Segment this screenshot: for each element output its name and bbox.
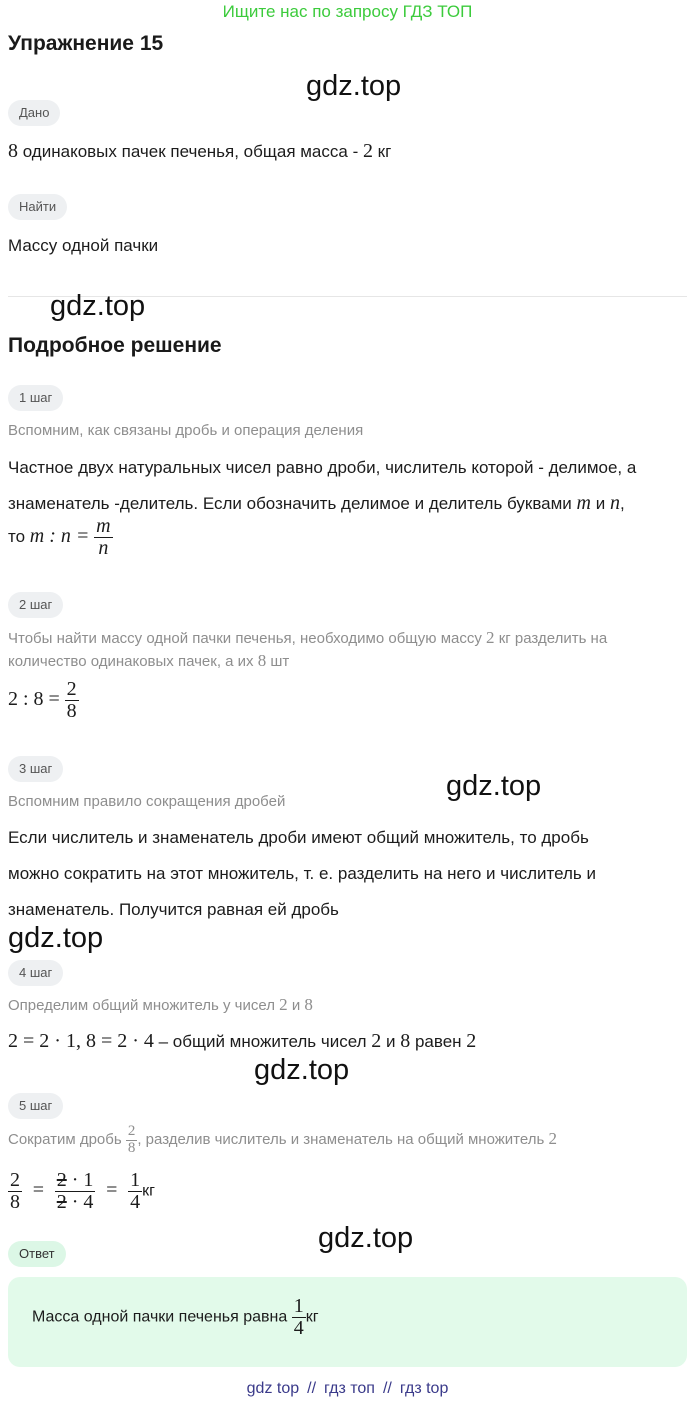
answer-text: Масса одной пачки печенья равна $\frac{1}{4}$ кг (32, 1295, 319, 1339)
step-2-label: 2 шаг (8, 592, 63, 618)
watermark: gdz.top (50, 290, 146, 322)
fraction-2-over-8-small: $\frac{2}{8}$ (127, 1123, 136, 1156)
fraction-2-over-8: $\frac{2}{8}$ (10, 1169, 20, 1213)
fraction-2-over-8: $\frac{2}{8}$ (66, 678, 77, 722)
step-2-hint-line1: Чтобы найти массу одной пачки печенья, необходимо общую массу 2 кг разделить на (8, 628, 608, 647)
watermark: gdz.top (8, 922, 104, 954)
step-3-line1: Если числитель и знаменатель дроби имеют общий множитель, то дробь (8, 828, 589, 847)
fraction-1-over-4: $\frac{1}{4}$ (293, 1295, 304, 1339)
footer-link-gdz-top-mixed[interactable]: гдз top (399, 1380, 449, 1397)
watermark: gdz.top (318, 1222, 414, 1254)
fraction-m-over-n: $\frac{m}{n}$ (96, 515, 111, 559)
find-text: Массу одной пачки (8, 236, 159, 255)
step-5-formula: $\frac{2}{8}$ = $\frac{2 \cdot 1}{2 \cdot 4}$ = $\frac{1}{4}$ кг (10, 1169, 156, 1213)
fraction-cancelled: $\frac{2 \cdot 1}{2 \cdot 4}$ (56, 1169, 94, 1213)
footer-links (0, 1380, 695, 1398)
footer-link-gdz-top[interactable]: gdz top (246, 1380, 300, 1397)
solution-title: Подробное решение (8, 334, 222, 357)
step-2-formula: 2 : 8 = $\frac{2}{8}$ (8, 678, 77, 722)
step-3-label: 3 шаг (8, 756, 63, 782)
page-title: Упражнение 15 (8, 32, 164, 55)
promo-banner[interactable]: Ищите нас по запросу ГДЗ ТОП (222, 2, 473, 21)
step-2-hint-line2: количество одинаковых пачек, а их 8 шт (8, 651, 290, 670)
watermark: gdz.top (254, 1054, 350, 1086)
fraction-1-over-4: $\frac{1}{4}$ (130, 1169, 141, 1213)
step-5-hint: Сократим дробь $\frac{2}{8}$ , разделив числитель и знаменатель на общий множитель 2 (8, 1123, 557, 1156)
footer-separator: // (382, 1380, 392, 1397)
step-4-hint: Определим общий множитель у чисел 2 и 8 (8, 995, 313, 1014)
given-text: 8 одинаковых пачек печенья, общая масса - 2 кг (8, 140, 392, 162)
watermark: gdz.top (306, 70, 402, 102)
step-1-line2: знаменатель -делитель. Если обозначить делимое и делитель буквами m и n, (8, 492, 625, 514)
step-4-formula: 2 = 2 · 1, 8 = 2 · 4 – общий множитель чисел 2 и 8 равен 2 (8, 1030, 477, 1052)
watermark: gdz.top (446, 770, 542, 802)
step-3-hint: Вспомним правило сокращения дробей (8, 793, 286, 810)
step-1-label: 1 шаг (8, 385, 63, 411)
step-1-formula: то m : n = $\frac{m}{n}$ (8, 515, 111, 559)
step-4-label: 4 шаг (8, 960, 63, 986)
step-1-line1: Частное двух натуральных чисел равно дроби, числитель которой - делимое, а (8, 458, 637, 477)
step-1-hint: Вспомним, как связаны дробь и операция деления (8, 422, 364, 439)
answer-label: Ответ (8, 1241, 66, 1267)
footer-link-gdz-top-ru[interactable]: гдз топ (324, 1380, 375, 1397)
step-3-line3: знаменатель. Получится равная ей дробь (8, 900, 339, 919)
step-3-line2: можно сократить на этот множитель, т. е. разделить на него и числитель и (8, 864, 596, 883)
given-label: Дано (8, 100, 60, 126)
footer-separator: // (307, 1380, 317, 1397)
find-label: Найти (8, 194, 67, 220)
step-5-label: 5 шаг (8, 1093, 63, 1119)
